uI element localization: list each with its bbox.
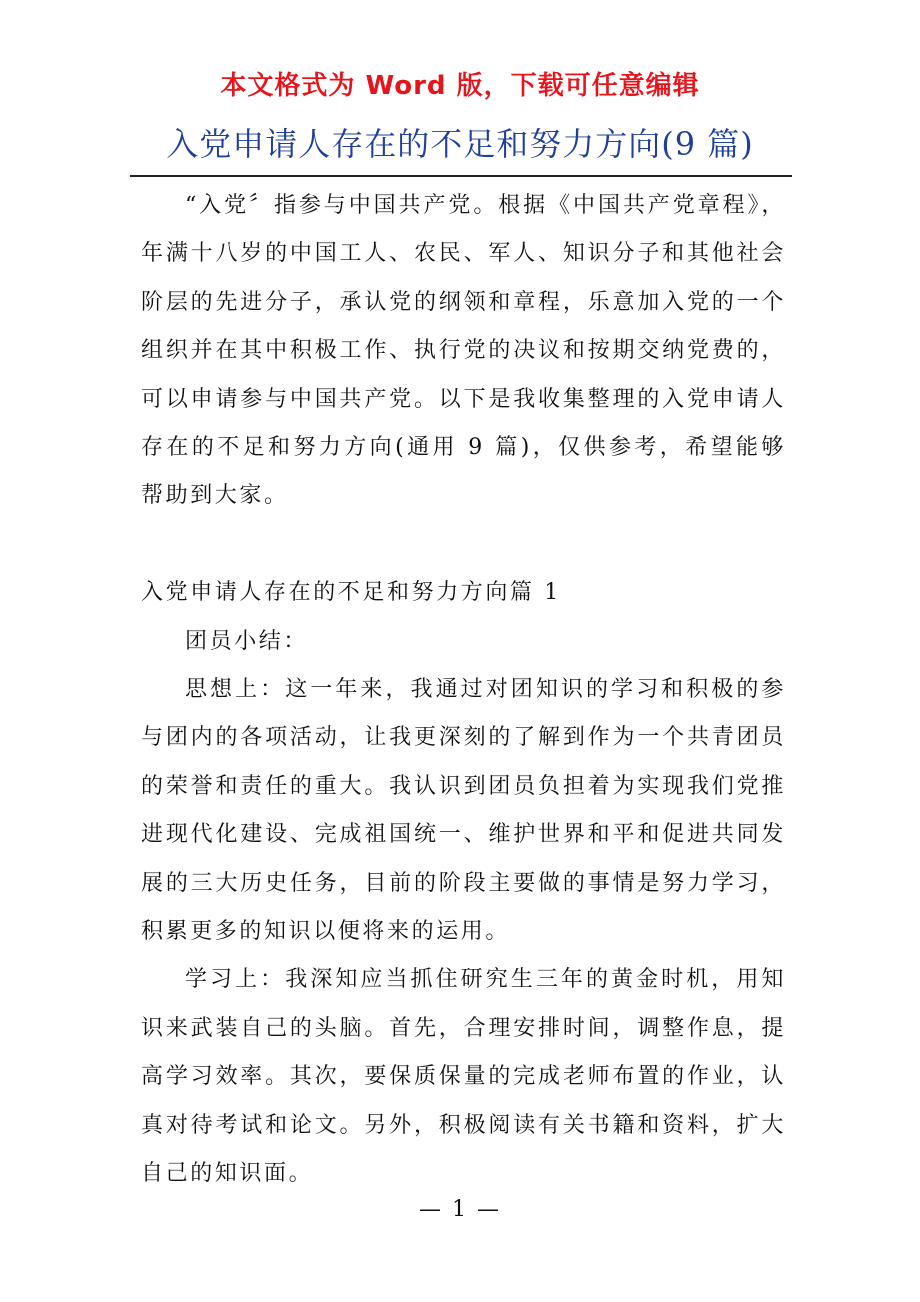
paragraph-thought: 思想上：这一年来，我通过对团知识的学习和积极的参与团内的各项活动，让我更深刻的了解到作为一个共青团员的荣誉和责任的重大。我认识到团员负担着为实现我们党推进现代化建设、完成祖国统一、维护世界和平和促进共同发展的三大历史任务，目前的阶段主要做的事情是努力学习，积累更多的知识以便将来的运用。 <box>141 677 786 945</box>
paragraph-study: 学习上：我深知应当抓住研究生三年的黄金时机，用知识来武装自己的头脑。首先，合理安排时间，调整作息，提高学习效率。其次，要保质保量的完成老师布置的作业，认真对待考试和论文。另外，积极阅读有关书籍和资料，扩大自己的知识面。 <box>141 967 786 1187</box>
document-body <box>141 182 786 1199</box>
format-notice: 本文格式为 Word 版，下载可任意编辑 <box>220 71 700 101</box>
paragraph-spacer <box>141 521 786 569</box>
intro-paragraph: “入党〞指参与中国共产党。根据《中国共产党章程》，年满十八岁的中国工人、农民、军人、知识分子和其他社会阶层的先进分子，承认党的纲领和章程，乐意加入党的一个组织并在其中积极工作、执行党的决议和按期交纳党费的，可以申请参与中国共产党。以下是我收集整理的入党申请人存在的不足和努力方向(通用 9 篇)，仅供参考，希望能够帮助到大家。 <box>141 193 786 509</box>
section-heading: 入党申请人存在的不足和努力方向篇 1 <box>141 580 561 606</box>
title-divider <box>130 175 792 177</box>
document-title: 入党申请人存在的不足和努力方向(9 篇) <box>166 125 754 163</box>
section-subheading: 团员小结： <box>185 628 309 654</box>
page-number: — 1 — <box>419 1197 501 1222</box>
